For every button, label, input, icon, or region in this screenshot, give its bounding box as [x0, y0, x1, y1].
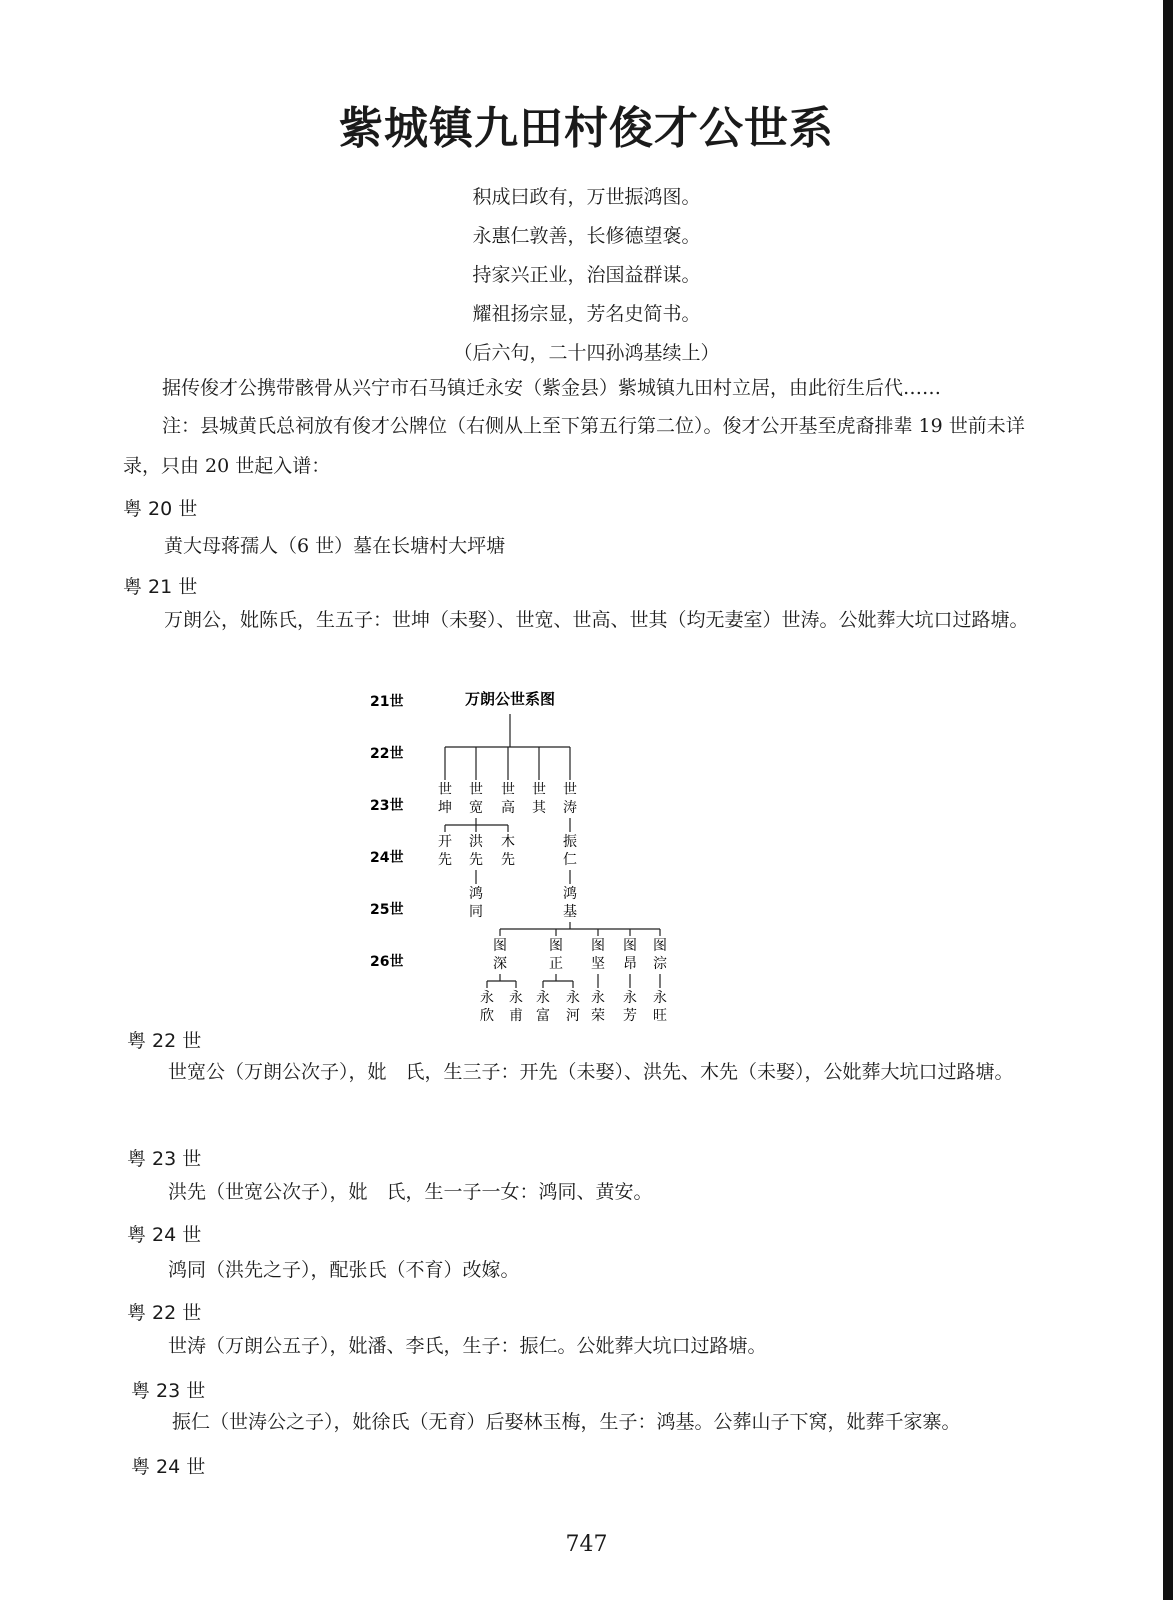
generation-label: 23世	[370, 798, 404, 814]
tree-node-zr: 仁	[563, 852, 577, 868]
tree-node-yw: 永	[653, 990, 667, 1006]
tree-node-sk: 世	[438, 782, 452, 798]
record-text: 振仁（世涛公之子），妣徐氏（无育）后娶林玉梅，生子：鸿基。公葬山子下窝，妣葬千家寨。	[172, 1411, 961, 1433]
generation-heading: 粤 22 世	[127, 1302, 202, 1324]
tree-node-tz: 图	[549, 938, 563, 954]
intro-paragraph: 据传俊才公携带骸骨从兴宁市石马镇迁永安（紫金县）紫城镇九田村立居，由此衍生后代……	[162, 377, 942, 399]
tree-node-mx: 木	[501, 834, 515, 850]
tree-node-st: 世	[563, 782, 577, 798]
note-paragraph: 注：县城黄氏总祠放有俊才公牌位（右侧从上至下第五行第二位）。俊才公开基至虎裔排辈 19 世前未详录，只由 20 世起入谱：	[123, 415, 1025, 477]
tree-node-ta: 昂	[623, 956, 637, 972]
generation-label: 24世	[370, 850, 404, 866]
tree-node-tc: 图	[653, 938, 667, 954]
tree-node-tj: 图	[591, 938, 605, 954]
generation-heading: 粤 23 世	[127, 1148, 202, 1170]
record-text: 黄大母蒋孺人（6 世）墓在长塘村大坪塘	[164, 535, 506, 557]
generation-heading: 粤 24 世	[131, 1456, 206, 1478]
tree-node-tz: 正	[549, 956, 563, 972]
record-text: 世涛（万朗公五子），妣潘、李氏，生子：振仁。公妣葬大坑口过路塘。	[168, 1335, 767, 1357]
tree-node-yx: 永	[480, 990, 494, 1006]
tree-node-yf: 甫	[509, 1008, 523, 1024]
tree-node-yh: 永	[566, 990, 580, 1006]
record-text: 世宽公（万朗公次子），妣 氏，生三子：开先（未娶）、洪先、木先（未娶），公妣葬大坑口过路塘。	[168, 1061, 1014, 1083]
generation-heading: 粤 22 世	[127, 1030, 202, 1052]
tree-node-yfu: 永	[536, 990, 550, 1006]
tree-node-yx: 欣	[480, 1008, 494, 1024]
tree-node-sg: 世	[501, 782, 515, 798]
tree-node-ts: 图	[493, 938, 507, 954]
tree-title: 万朗公世系图	[464, 690, 556, 708]
tree-node-ht: 同	[469, 904, 483, 920]
tree-node-sw: 世	[469, 782, 483, 798]
tree-node-yfa: 永	[623, 990, 637, 1006]
tree-node-hx: 先	[469, 852, 483, 868]
poem-line: 耀祖扬宗显，芳名史简书。	[472, 303, 701, 325]
tree-node-yfa: 芳	[623, 1008, 637, 1024]
lineage-tree-diagram	[360, 680, 690, 1024]
tree-node-hj: 基	[563, 904, 577, 920]
tree-node-hj: 鸿	[563, 886, 577, 902]
poem-line: 持家兴正业，治国益群谋。	[472, 264, 701, 286]
generation-label: 25世	[370, 902, 404, 918]
tree-node-zr: 振	[563, 834, 577, 850]
tree-node-kx: 先	[438, 852, 452, 868]
tree-node-sg: 高	[501, 800, 515, 816]
generation-heading: 粤 21 世	[123, 576, 198, 598]
tree-node-yf: 永	[509, 990, 523, 1006]
generation-label: 22世	[370, 746, 404, 762]
tree-node-tc: 淙	[653, 956, 667, 972]
tree-node-ht: 鸿	[469, 886, 483, 902]
tree-node-ts: 深	[493, 956, 507, 972]
record-text: 洪先（世宽公次子），妣 氏，生一子一女：鸿同、黄安。	[168, 1181, 653, 1203]
generation-heading: 粤 20 世	[123, 498, 198, 520]
tree-node-ta: 图	[623, 938, 637, 954]
tree-node-sq: 世	[532, 782, 546, 798]
tree-node-sw: 宽	[469, 800, 483, 816]
record-text: 鸿同（洪先之子），配张氏（不育）改嫁。	[168, 1259, 520, 1281]
tree-node-st: 涛	[563, 800, 577, 816]
tree-node-yw: 旺	[653, 1008, 667, 1024]
page-number: 747	[565, 1532, 608, 1557]
generation-heading: 粤 24 世	[127, 1224, 202, 1246]
generation-heading: 粤 23 世	[131, 1380, 206, 1402]
tree-node-tj: 坚	[591, 956, 605, 972]
poem-line: 积成曰政有，万世振鸿图。	[472, 186, 701, 208]
generation-label: 26世	[370, 954, 404, 970]
tree-node-kx: 开	[438, 834, 452, 850]
tree-node-hx: 洪	[469, 834, 483, 850]
record-text: 万朗公，妣陈氏，生五子：世坤（未娶）、世宽、世高、世其（均无妻室）世涛。公妣葬大坑口过路塘。	[164, 609, 1029, 631]
tree-node-mx: 先	[501, 852, 515, 868]
tree-node-yfu: 富	[536, 1008, 550, 1024]
tree-node-sk: 坤	[438, 800, 452, 816]
tree-node-yr: 永	[591, 990, 605, 1006]
page-title: 紫城镇九田村俊才公世系	[339, 103, 834, 154]
poem-line: 永惠仁敦善，长修德望褒。	[472, 225, 701, 247]
poem-note: （后六句，二十四孙鸿基续上）	[453, 342, 720, 364]
generation-label: 21世	[370, 694, 404, 710]
tree-node-sq: 其	[532, 800, 546, 816]
tree-node-yr: 荣	[591, 1008, 605, 1024]
tree-node-yh: 河	[566, 1008, 580, 1024]
